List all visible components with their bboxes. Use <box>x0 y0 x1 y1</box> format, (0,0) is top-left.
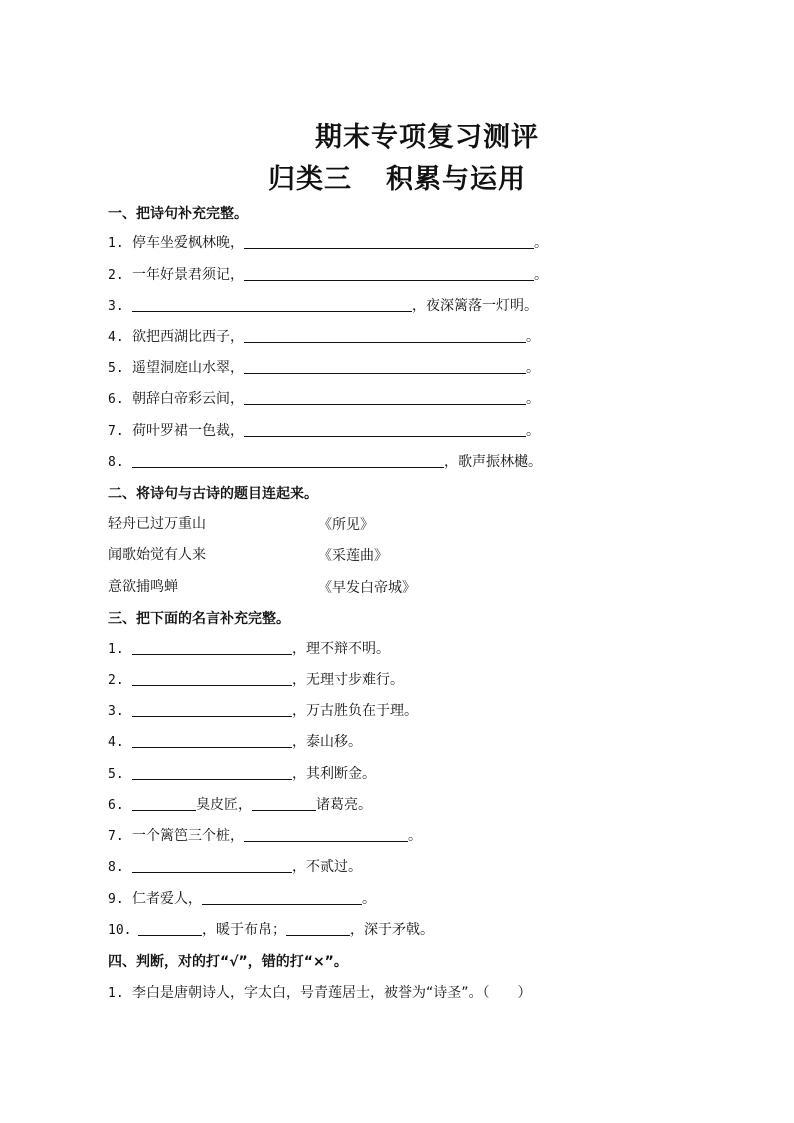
item-number: 8. <box>108 455 124 470</box>
proverb-item-10 <box>108 920 434 940</box>
item-number: 3. <box>108 704 124 719</box>
answer-blank[interactable] <box>286 920 350 936</box>
answer-blank[interactable] <box>132 296 412 312</box>
item-suffix: ，不贰过。 <box>292 859 362 875</box>
item-number: 5. <box>108 361 124 376</box>
item-suffix: ，深于矛戟。 <box>350 922 434 938</box>
item-number: 1. <box>108 642 124 657</box>
answer-blank[interactable] <box>132 639 292 655</box>
answer-blank[interactable] <box>244 389 526 405</box>
matching-line-left-2[interactable]: 闻歌始觉有人来 <box>108 547 206 563</box>
page-title: 期末专项复习测评 <box>315 122 539 153</box>
item-prompt: 朝辞白帝彩云间， <box>132 391 244 407</box>
item-suffix: 。 <box>408 828 422 844</box>
item-number: 4. <box>108 735 124 750</box>
item-suffix: 诸葛亮。 <box>316 797 372 813</box>
section-3-heading: 三、把下面的名言补充完整。 <box>108 611 290 627</box>
item-prompt: 停车坐爱枫林晚， <box>132 235 244 251</box>
answer-blank[interactable] <box>132 701 292 717</box>
answer-blank[interactable] <box>244 421 526 437</box>
poem-item-3 <box>108 296 538 316</box>
item-suffix: 。 <box>526 329 540 345</box>
answer-blank[interactable] <box>132 732 292 748</box>
proverb-item-5 <box>108 764 376 784</box>
section-2-heading: 二、将诗句与古诗的题目连起来。 <box>108 486 318 502</box>
proverb-item-1 <box>108 639 390 659</box>
answer-blank[interactable] <box>132 857 292 873</box>
proverb-item-9 <box>108 889 376 909</box>
poem-item-2 <box>108 265 548 285</box>
answer-blank[interactable] <box>132 452 444 468</box>
item-suffix: ，理不辩不明。 <box>292 641 390 657</box>
proverb-item-8 <box>108 857 362 877</box>
item-prompt: 一年好景君须记， <box>132 267 244 283</box>
item-prompt: 遥望洞庭山水翠， <box>132 360 244 376</box>
poem-item-7 <box>108 421 540 441</box>
subtitle-topic: 积累与运用 <box>386 164 526 195</box>
matching-title-right-3[interactable]: 《早发白帝城》 <box>318 580 416 596</box>
proverb-item-3 <box>108 701 418 721</box>
item-number: 2. <box>108 268 124 283</box>
section-4-heading: 四、判断，对的打“√”，错的打“×”。 <box>108 954 348 970</box>
matching-line-left-1[interactable]: 轻舟已过万重山 <box>108 516 206 532</box>
item-suffix: 。 <box>534 267 548 283</box>
item-number: 10. <box>108 923 132 938</box>
item-suffix: ，泰山移。 <box>292 734 362 750</box>
matching-title-right-1[interactable]: 《所见》 <box>318 517 374 533</box>
proverb-item-4 <box>108 732 362 752</box>
item-number: 9. <box>108 892 124 907</box>
item-middle: ，暖于布帛； <box>202 922 286 938</box>
item-number: 7. <box>108 424 124 439</box>
matching-line-left-3[interactable]: 意欲捕鸣蝉 <box>108 579 178 595</box>
poem-item-4 <box>108 327 540 347</box>
item-number: 5. <box>108 767 124 782</box>
answer-blank[interactable] <box>244 826 408 842</box>
item-prompt: 一个篱笆三个桩， <box>132 828 244 844</box>
item-suffix: 。 <box>534 235 548 251</box>
answer-blank[interactable] <box>132 670 292 686</box>
answer-blank[interactable] <box>202 889 362 905</box>
item-prompt: 仁者爱人， <box>132 891 202 907</box>
item-suffix: ，万古胜负在于理。 <box>292 703 418 719</box>
item-number: 6. <box>108 798 124 813</box>
item-number: 7. <box>108 829 124 844</box>
item-suffix: ，无理寸步难行。 <box>292 672 404 688</box>
item-number: 1. <box>108 986 124 1001</box>
item-number: 2. <box>108 673 124 688</box>
item-number: 3. <box>108 299 124 314</box>
poem-item-8 <box>108 452 542 472</box>
proverb-item-2 <box>108 670 404 690</box>
matching-title-right-2[interactable]: 《采莲曲》 <box>318 548 388 564</box>
answer-blank[interactable] <box>138 920 202 936</box>
item-number: 8. <box>108 860 124 875</box>
poem-item-5 <box>108 358 540 378</box>
poem-item-1 <box>108 233 548 253</box>
item-number: 6. <box>108 392 124 407</box>
item-number: 4. <box>108 330 124 345</box>
poem-item-6 <box>108 389 540 409</box>
section-1-heading: 一、把诗句补充完整。 <box>108 206 248 222</box>
item-suffix: ，其利断金。 <box>292 766 376 782</box>
judgement-item-1[interactable] <box>108 983 532 1003</box>
item-prompt: 欲把西湖比西子， <box>132 329 244 345</box>
answer-blank[interactable] <box>252 795 316 811</box>
item-suffix: 。 <box>526 391 540 407</box>
answer-blank[interactable] <box>132 795 196 811</box>
item-suffix: 。 <box>526 423 540 439</box>
subtitle-category: 归类三 <box>268 164 352 195</box>
answer-blank[interactable] <box>244 233 534 249</box>
item-suffix: 。 <box>526 360 540 376</box>
page-subtitle <box>0 157 794 196</box>
proverb-item-6 <box>108 795 372 815</box>
answer-blank[interactable] <box>244 265 534 281</box>
proverb-item-7 <box>108 826 422 846</box>
item-middle: 臭皮匠， <box>196 797 252 813</box>
item-prompt: 荷叶罗裙一色裁， <box>132 423 244 439</box>
answer-blank[interactable] <box>244 327 526 343</box>
item-suffix: 。 <box>362 891 376 907</box>
answer-blank[interactable] <box>132 764 292 780</box>
item-suffix: ，夜深篱落一灯明。 <box>412 298 538 314</box>
item-number: 1. <box>108 236 124 251</box>
item-statement: 李白是唐朝诗人，字太白，号青莲居士，被誉为“诗圣”。（ ） <box>132 985 532 1001</box>
answer-blank[interactable] <box>244 358 526 374</box>
item-suffix: ，歌声振林樾。 <box>444 454 542 470</box>
